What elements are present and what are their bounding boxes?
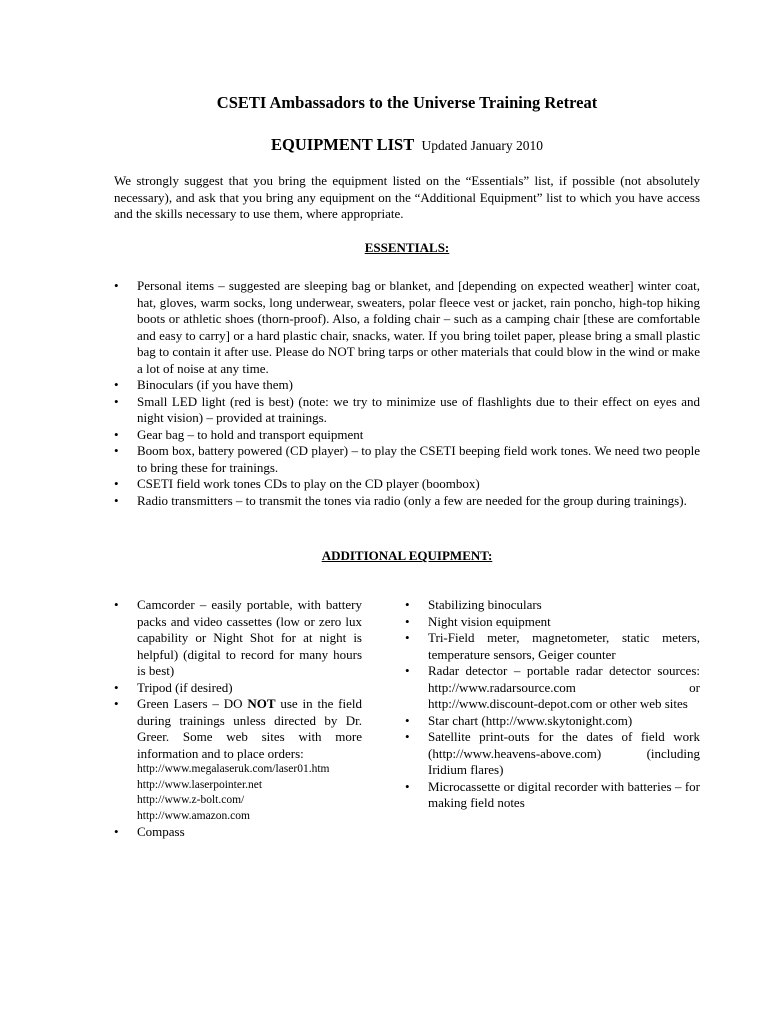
list-item: • Personal items – suggested are sleeping bag or blanket, and [depending on expected weather] winter coat, hat, gloves, warm socks, long underwear, sweaters, polar fleece vest or jacket, rain poncho, high-top hiking boots or athletic shoes (thorn-proof). Also, a folding chair – such as a camping chair [these are comfortable and easy to carry] or a hard plastic chair, snacks, water. If you bring toilet paper, please bring a small plastic bag to contain it after use. Please do NOT bring tarps or other materials that could blow in the wind or make a lot of noise at any time. — [114, 278, 700, 377]
url-link[interactable]: http://www.amazon.com — [137, 809, 250, 822]
document-subtitle — [114, 135, 700, 156]
essentials-heading: ESSENTIALS: — [364, 240, 450, 255]
list-item: • Microcassette or digital recorder with batteries – for making field notes — [405, 779, 700, 812]
url-link[interactable]: http://www.megalaseruk.com/laser01.htm — [137, 763, 330, 775]
essentials-list — [114, 278, 700, 509]
lasers-text-start: Green Lasers – DO — [137, 696, 248, 711]
list-item: • Stabilizing binoculars — [405, 597, 700, 614]
list-item: • Satellite print-outs for the dates of field work (http://www.heavens-above.com) (including Iridium flares) — [405, 729, 700, 779]
updated-date: Updated January 2010 — [421, 138, 543, 153]
list-item: • Binoculars (if you have them) — [114, 377, 700, 394]
list-item: • Small LED light (red is best) (note: we try to minimize use of flashlights due to their effect on eyes and night vision) – provided at trainings. — [114, 394, 700, 427]
url-link[interactable]: http://www.laserpointer.net — [137, 778, 263, 791]
list-item: • Radar detector – portable radar detector sources: http://www.radarsource.com or http://www.discount-depot.com or other web sites — [405, 663, 700, 713]
url-link[interactable]: http://www.z-bolt.com/ — [137, 794, 245, 806]
equipment-list-heading: EQUIPMENT LIST — [271, 135, 415, 154]
lasers-emphasis: NOT — [247, 696, 276, 711]
list-item: • Gear bag – to hold and transport equipment — [114, 427, 700, 444]
list-item: • Night vision equipment — [405, 614, 700, 631]
additional-equipment-heading: ADDITIONAL EQUIPMENT: — [321, 548, 493, 563]
list-item: • Tripod (if desired) — [114, 680, 362, 697]
list-item: • Camcorder – easily portable, with battery packs and video cassettes (low or zero lux capability or Night Shot for at night is helpful) (digital to record for many hours is best) — [114, 597, 362, 680]
intro-paragraph: We strongly suggest that you bring the equipment listed on the “Essentials” list, if possible (not absolutely necessary), and ask that you bring any equipment on the “Additional Equipment” list to which you have access and the skills necessary to use them, where appropriate. — [114, 173, 700, 221]
list-item-green-lasers — [114, 696, 362, 824]
additional-list-right — [405, 597, 700, 812]
list-item: • Compass — [114, 824, 362, 841]
list-item: • Star chart (http://www.skytonight.com) — [405, 713, 700, 730]
lasers-text-end: use in the field during trainings unless directed by Dr. Greer. Some web sites with more information and to place orders: — [137, 696, 362, 761]
list-item: • Tri-Field meter, magnetometer, static meters, temperature sensors, Geiger counter — [405, 630, 700, 663]
list-item: • Boom box, battery powered (CD player) – to play the CSETI beeping field work tones. We need two people to bring these for trainings. — [114, 443, 700, 476]
list-item: • CSETI field work tones CDs to play on the CD player (boombox) — [114, 476, 700, 493]
additional-list-left — [114, 597, 362, 841]
document-title: CSETI Ambassadors to the Universe Training Retreat — [216, 93, 598, 112]
list-item: • Radio transmitters – to transmit the tones via radio (only a few are needed for the group during trainings). — [114, 493, 700, 510]
